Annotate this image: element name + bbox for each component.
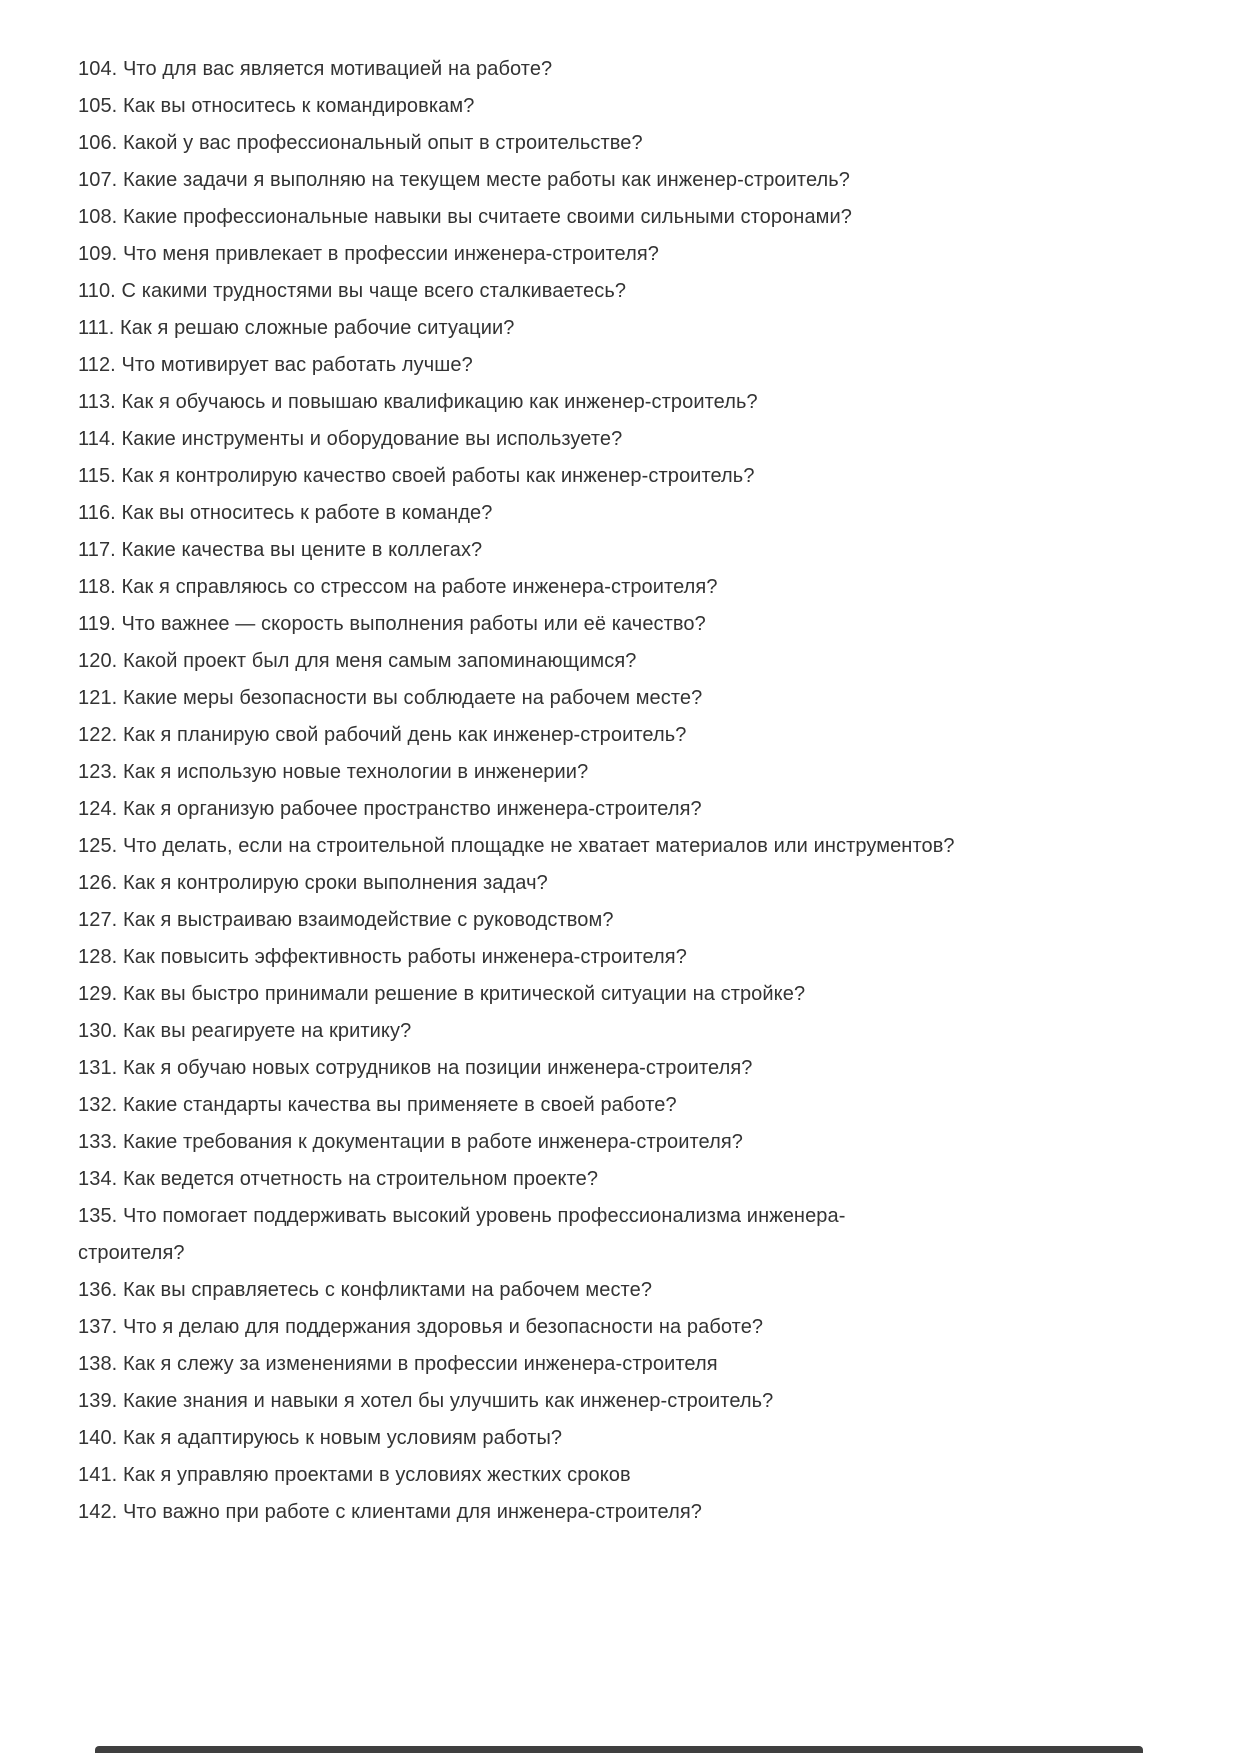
question-item: [78, 273, 1068, 310]
question-number: 113.: [78, 391, 122, 413]
question-text: Какие меры безопасности вы соблюдаете на рабочем месте?: [122, 687, 703, 709]
question-item: [78, 606, 1068, 643]
question-number: 123.: [78, 761, 123, 783]
question-text: Какой проект был для меня самым запоминающимся?: [122, 650, 637, 672]
question-number: 121.: [78, 687, 123, 709]
question-text: Что для вас является мотивацией на работе?: [122, 58, 553, 80]
question-number: 140.: [78, 1427, 123, 1449]
question-number: 125.: [78, 835, 123, 857]
question-number: 118.: [78, 576, 122, 598]
question-text: Как я адаптируюсь к новым условиям работы?: [122, 1427, 563, 1449]
question-text: Какие требования к документации в работе инженера-строителя?: [122, 1131, 743, 1153]
question-item: [78, 1198, 1068, 1272]
question-text: Как я справляюсь со стрессом на работе инженера-строителя?: [121, 576, 718, 598]
question-item: [78, 865, 1068, 902]
question-item: [78, 458, 1068, 495]
question-number: 108.: [78, 206, 123, 228]
question-item: [78, 1457, 1068, 1494]
question-item: [78, 310, 1068, 347]
question-number: 141.: [78, 1464, 123, 1486]
question-text: Какие задачи я выполняю на текущем месте работы как инженер-строитель?: [122, 169, 851, 191]
question-item: [78, 828, 1068, 865]
question-text: Как я обучаюсь и повышаю квалификацию как инженер-строитель?: [121, 391, 758, 413]
question-item: [78, 1346, 1068, 1383]
question-number: 105.: [78, 95, 123, 117]
question-number: 129.: [78, 983, 123, 1005]
question-number: 127.: [78, 909, 123, 931]
question-number: 115.: [78, 465, 122, 487]
question-text: Как я обучаю новых сотрудников на позиции инженера-строителя?: [122, 1057, 753, 1079]
question-text: Как я управляю проектами в условиях жестких сроков: [122, 1464, 631, 1486]
question-text: Как я слежу за изменениями в профессии инженера-строителя: [122, 1353, 718, 1375]
question-text: Что делать, если на строительной площадке не хватает материалов или инструментов?: [122, 835, 955, 857]
question-text: Как я контролирую сроки выполнения задач?: [122, 872, 548, 894]
question-item: [78, 1309, 1068, 1346]
question-text: Какие качества вы цените в коллегах?: [121, 539, 483, 561]
question-number: 142.: [78, 1501, 123, 1523]
question-item: [78, 88, 1068, 125]
question-list: [78, 51, 1068, 1531]
question-number: 110.: [78, 280, 122, 302]
question-text: Какие знания и навыки я хотел бы улучшить как инженер-строитель?: [122, 1390, 774, 1412]
question-text: Что помогает поддерживать высокий уровень профессионализма инженера-: [122, 1205, 846, 1227]
question-number: 133.: [78, 1131, 123, 1153]
question-item: [78, 1383, 1068, 1420]
question-number: 106.: [78, 132, 123, 154]
question-item: [78, 1087, 1068, 1124]
question-item: [78, 717, 1068, 754]
question-text: Как я контролирую качество своей работы как инженер-строитель?: [121, 465, 755, 487]
question-number: 122.: [78, 724, 123, 746]
question-text-continued: строителя?: [78, 1242, 185, 1264]
question-item: [78, 569, 1068, 606]
question-item: [78, 902, 1068, 939]
question-number: 136.: [78, 1279, 123, 1301]
question-item: [78, 199, 1068, 236]
question-number: 138.: [78, 1353, 123, 1375]
question-text: Как ведется отчетность на строительном проекте?: [122, 1168, 599, 1190]
question-number: 119.: [78, 613, 122, 635]
question-number: 132.: [78, 1094, 123, 1116]
question-text: Как я организую рабочее пространство инженера-строителя?: [122, 798, 702, 820]
question-text: Что важно при работе с клиентами для инженера-строителя?: [122, 1501, 703, 1523]
question-item: [78, 51, 1068, 88]
question-number: 124.: [78, 798, 123, 820]
question-number: 139.: [78, 1390, 123, 1412]
question-text: Как повысить эффективность работы инженера-строителя?: [122, 946, 687, 968]
question-item: [78, 791, 1068, 828]
question-text: Как вы быстро принимали решение в критической ситуации на стройке?: [122, 983, 806, 1005]
question-number: 109.: [78, 243, 123, 265]
question-item: [78, 125, 1068, 162]
question-item: [78, 1420, 1068, 1457]
question-item: [78, 384, 1068, 421]
question-item: [78, 162, 1068, 199]
question-item: [78, 347, 1068, 384]
question-text: Какие инструменты и оборудование вы используете?: [121, 428, 623, 450]
question-item: [78, 680, 1068, 717]
question-number: 112.: [78, 354, 122, 376]
question-item: [78, 1494, 1068, 1531]
question-text: Что меня привлекает в профессии инженера-строителя?: [122, 243, 660, 265]
question-text: С какими трудностями вы чаще всего сталкиваетесь?: [121, 280, 627, 302]
question-number: 134.: [78, 1168, 123, 1190]
question-number: 126.: [78, 872, 123, 894]
question-item: [78, 421, 1068, 458]
question-item: [78, 1124, 1068, 1161]
question-number: 130.: [78, 1020, 123, 1042]
question-text: Что я делаю для поддержания здоровья и безопасности на работе?: [122, 1316, 764, 1338]
question-item: [78, 976, 1068, 1013]
question-text: Как я выстраиваю взаимодействие с руководством?: [122, 909, 614, 931]
question-number: 137.: [78, 1316, 123, 1338]
question-text: Какие профессиональные навыки вы считаете своими сильными сторонами?: [122, 206, 853, 228]
question-item: [78, 236, 1068, 273]
question-item: [78, 1050, 1068, 1087]
question-item: [78, 754, 1068, 791]
question-item: [78, 532, 1068, 569]
question-number: 128.: [78, 946, 123, 968]
question-text: Какие стандарты качества вы применяете в своей работе?: [122, 1094, 677, 1116]
question-number: 104.: [78, 58, 123, 80]
question-text: Какой у вас профессиональный опыт в строительстве?: [122, 132, 643, 154]
question-number: 131.: [78, 1057, 123, 1079]
question-text: Что важнее — скорость выполнения работы или её качество?: [121, 613, 706, 635]
question-number: 107.: [78, 169, 123, 191]
question-item: [78, 495, 1068, 532]
question-text: Как я решаю сложные рабочие ситуации?: [120, 317, 515, 339]
question-text: Как вы относитесь к работе в команде?: [121, 502, 493, 524]
question-text: Как я использую новые технологии в инженерии?: [122, 761, 589, 783]
question-number: 116.: [78, 502, 122, 524]
question-item: [78, 1013, 1068, 1050]
question-text: Что мотивирует вас работать лучше?: [121, 354, 473, 376]
question-number: 120.: [78, 650, 123, 672]
question-text: Как вы справляетесь с конфликтами на рабочем месте?: [122, 1279, 653, 1301]
bottom-dark-bar: [95, 1746, 1143, 1753]
question-number: 114.: [78, 428, 122, 450]
question-number: 117.: [78, 539, 122, 561]
question-text: Как вы относитесь к командировкам?: [122, 95, 475, 117]
question-text: Как вы реагируете на критику?: [122, 1020, 412, 1042]
question-item: [78, 939, 1068, 976]
question-number: 111.: [78, 317, 121, 339]
question-number: 135.: [78, 1205, 123, 1227]
question-text: Как я планирую свой рабочий день как инженер-строитель?: [122, 724, 687, 746]
question-item: [78, 643, 1068, 680]
question-item: [78, 1272, 1068, 1309]
question-item: [78, 1161, 1068, 1198]
